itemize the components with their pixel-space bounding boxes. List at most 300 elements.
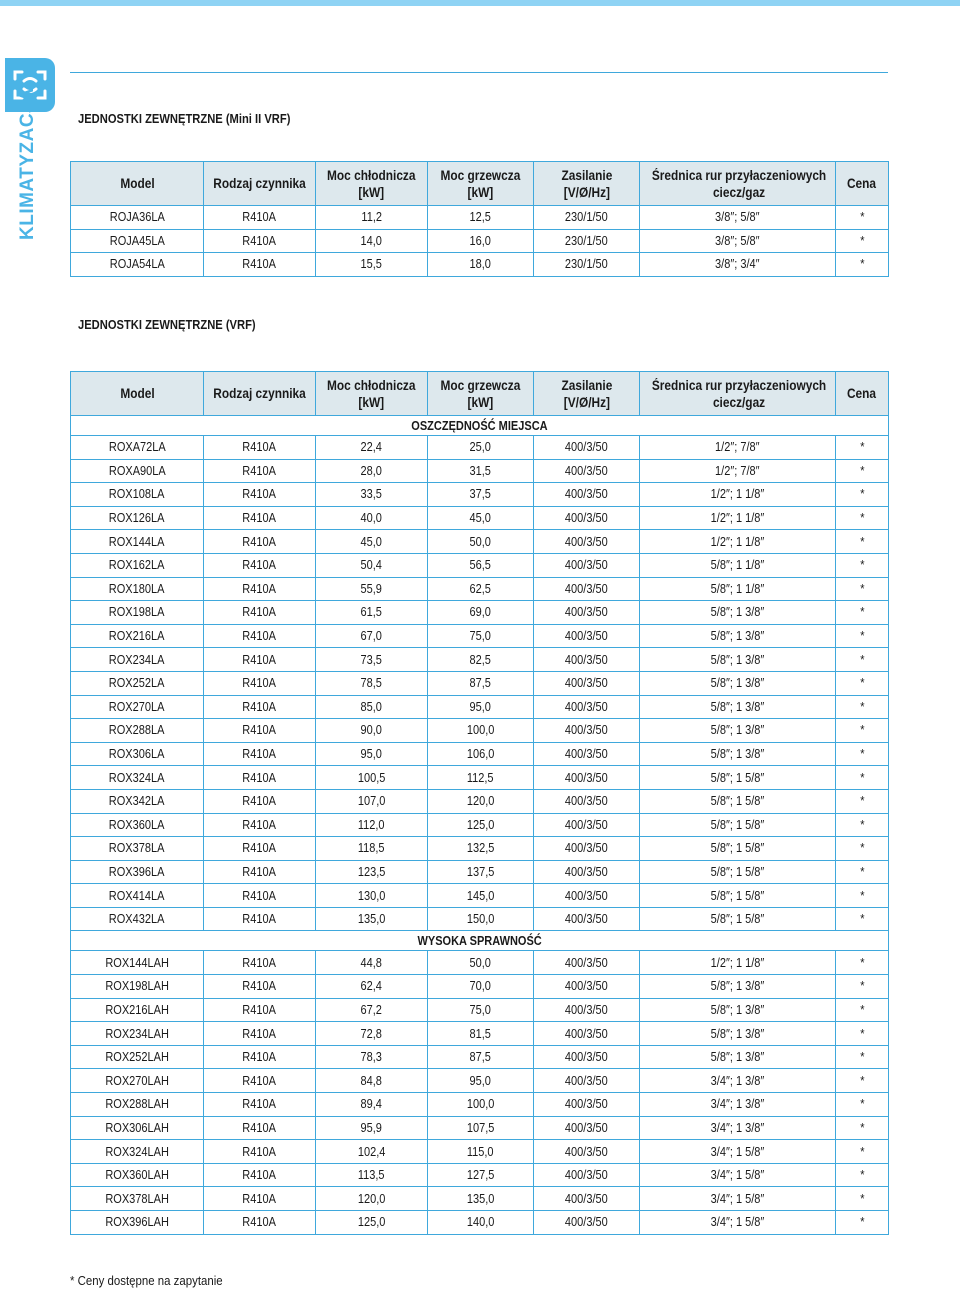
cell-pipe-diameter: 3/8″; 5/8″ (640, 229, 836, 253)
cell-model: ROJA54LA (71, 253, 204, 277)
cell-refrigerant: R410A (204, 998, 316, 1022)
cell-model: ROX270LAH (71, 1069, 204, 1093)
cell-refrigerant: R410A (204, 1163, 316, 1187)
cell-price: * (836, 1187, 889, 1211)
cell-heating: 127,5 (428, 1163, 534, 1187)
cell-model: ROX432LA (71, 907, 204, 931)
cell-pipe-diameter: 3/8″; 5/8″ (640, 206, 836, 230)
cell-heating: 150,0 (428, 907, 534, 931)
cell-cooling: 135,0 (316, 907, 428, 931)
col-header-price: Cena (836, 162, 889, 206)
cell-pipe-diameter: 5/8″; 1 3/8″ (640, 719, 836, 743)
cell-heating: 140,0 (428, 1211, 534, 1235)
top-accent-bar (0, 0, 960, 6)
table-row (71, 459, 889, 483)
price-footnote: * Ceny dostępne na zapytanie (70, 1273, 223, 1288)
cell-refrigerant: R410A (204, 1022, 316, 1046)
cell-power: 400/3/50 (534, 553, 640, 577)
cell-refrigerant: R410A (204, 837, 316, 861)
cell-power: 400/3/50 (534, 907, 640, 931)
table-row (71, 1187, 889, 1211)
cell-cooling: 90,0 (316, 719, 428, 743)
table-row (71, 813, 889, 837)
cell-heating: 125,0 (428, 813, 534, 837)
cell-cooling: 45,0 (316, 530, 428, 554)
cell-power: 230/1/50 (534, 229, 640, 253)
cell-model: ROX126LA (71, 506, 204, 530)
cell-pipe-diameter: 5/8″; 1 3/8″ (640, 1022, 836, 1046)
cell-price: * (836, 253, 889, 277)
cell-power: 400/3/50 (534, 975, 640, 999)
cell-refrigerant: R410A (204, 253, 316, 277)
table-row (71, 1022, 889, 1046)
cell-cooling: 62,4 (316, 975, 428, 999)
cell-heating: 106,0 (428, 742, 534, 766)
cell-model: ROX144LAH (71, 951, 204, 975)
cell-model: ROX234LAH (71, 1022, 204, 1046)
cell-cooling: 22,4 (316, 436, 428, 460)
col-header-heating: Moc grzewcza [kW] (428, 162, 534, 206)
cell-price: * (836, 695, 889, 719)
cell-heating: 81,5 (428, 1022, 534, 1046)
cell-pipe-diameter: 1/2″; 7/8″ (640, 459, 836, 483)
cell-heating: 95,0 (428, 1069, 534, 1093)
header-divider (70, 72, 888, 73)
cell-pipe-diameter: 3/4″; 1 5/8″ (640, 1187, 836, 1211)
cell-heating: 87,5 (428, 1045, 534, 1069)
cell-refrigerant: R410A (204, 553, 316, 577)
cell-heating: 12,5 (428, 206, 534, 230)
table-row (71, 577, 889, 601)
cell-price: * (836, 975, 889, 999)
col-header-model: Model (71, 162, 204, 206)
cell-power: 400/3/50 (534, 1187, 640, 1211)
cell-heating: 37,5 (428, 483, 534, 507)
table-row (71, 884, 889, 908)
cell-price: * (836, 1045, 889, 1069)
cell-cooling: 33,5 (316, 483, 428, 507)
cell-cooling: 123,5 (316, 860, 428, 884)
cell-model: ROJA45LA (71, 229, 204, 253)
table-row (71, 229, 889, 253)
cell-model: ROX360LA (71, 813, 204, 837)
table-row (71, 695, 889, 719)
cell-model: ROX198LAH (71, 975, 204, 999)
cell-price: * (836, 837, 889, 861)
cell-heating: 145,0 (428, 884, 534, 908)
cell-pipe-diameter: 5/8″; 1 5/8″ (640, 860, 836, 884)
cell-model: ROX270LA (71, 695, 204, 719)
cell-refrigerant: R410A (204, 459, 316, 483)
cell-refrigerant: R410A (204, 229, 316, 253)
col-header-power: Zasilanie [V/Ø/Hz] (534, 372, 640, 416)
cell-refrigerant: R410A (204, 530, 316, 554)
cell-refrigerant: R410A (204, 951, 316, 975)
cell-price: * (836, 553, 889, 577)
cell-price: * (836, 951, 889, 975)
cell-refrigerant: R410A (204, 577, 316, 601)
cell-model: ROX162LA (71, 553, 204, 577)
table-row (71, 506, 889, 530)
cell-refrigerant: R410A (204, 1045, 316, 1069)
cell-cooling: 14,0 (316, 229, 428, 253)
cell-model: ROX396LAH (71, 1211, 204, 1235)
cell-power: 400/3/50 (534, 1093, 640, 1117)
cell-cooling: 61,5 (316, 601, 428, 625)
cell-refrigerant: R410A (204, 907, 316, 931)
col-header-heating: Moc grzewcza [kW] (428, 372, 534, 416)
cell-cooling: 95,0 (316, 742, 428, 766)
cell-model: ROXA90LA (71, 459, 204, 483)
cell-price: * (836, 766, 889, 790)
cell-heating: 69,0 (428, 601, 534, 625)
cell-heating: 18,0 (428, 253, 534, 277)
cell-price: * (836, 483, 889, 507)
table-row (71, 975, 889, 999)
cell-refrigerant: R410A (204, 1093, 316, 1117)
cell-model: ROX306LAH (71, 1116, 204, 1140)
cell-cooling: 28,0 (316, 459, 428, 483)
cell-cooling: 107,0 (316, 789, 428, 813)
cell-cooling: 125,0 (316, 1211, 428, 1235)
cell-model: ROX360LAH (71, 1163, 204, 1187)
cell-pipe-diameter: 3/4″; 1 3/8″ (640, 1093, 836, 1117)
cell-heating: 75,0 (428, 624, 534, 648)
cell-cooling: 15,5 (316, 253, 428, 277)
cell-heating: 45,0 (428, 506, 534, 530)
cell-power: 400/3/50 (534, 530, 640, 554)
table-row (71, 742, 889, 766)
cell-refrigerant: R410A (204, 1116, 316, 1140)
cell-pipe-diameter: 5/8″; 1 1/8″ (640, 553, 836, 577)
cell-cooling: 72,8 (316, 1022, 428, 1046)
cell-cooling: 55,9 (316, 577, 428, 601)
cell-power: 400/3/50 (534, 459, 640, 483)
cell-power: 400/3/50 (534, 436, 640, 460)
cell-heating: 120,0 (428, 789, 534, 813)
cell-heating: 75,0 (428, 998, 534, 1022)
col-header-refrigerant: Rodzaj czynnika (204, 372, 316, 416)
cell-model: ROX378LAH (71, 1187, 204, 1211)
cell-power: 400/3/50 (534, 624, 640, 648)
cell-cooling: 130,0 (316, 884, 428, 908)
cell-power: 400/3/50 (534, 766, 640, 790)
cell-heating: 62,5 (428, 577, 534, 601)
table1-title: JEDNOSTKI ZEWNĘTRZNE (Mini II VRF) (78, 111, 291, 126)
cell-model: ROJA36LA (71, 206, 204, 230)
cell-cooling: 67,2 (316, 998, 428, 1022)
cell-pipe-diameter: 5/8″; 1 3/8″ (640, 1045, 836, 1069)
cell-pipe-diameter: 5/8″; 1 3/8″ (640, 695, 836, 719)
cell-heating: 100,0 (428, 1093, 534, 1117)
cell-model: ROX288LAH (71, 1093, 204, 1117)
cell-refrigerant: R410A (204, 789, 316, 813)
cell-heating: 16,0 (428, 229, 534, 253)
cell-model: ROX306LA (71, 742, 204, 766)
col-header-price: Cena (836, 372, 889, 416)
cell-pipe-diameter: 5/8″; 1 1/8″ (640, 577, 836, 601)
cell-model: ROX216LA (71, 624, 204, 648)
cell-pipe-diameter: 5/8″; 1 5/8″ (640, 789, 836, 813)
cell-cooling: 50,4 (316, 553, 428, 577)
table-row (71, 206, 889, 230)
cell-price: * (836, 506, 889, 530)
cell-power: 400/3/50 (534, 483, 640, 507)
cell-pipe-diameter: 1/2″; 1 1/8″ (640, 506, 836, 530)
cell-price: * (836, 1116, 889, 1140)
table-row (71, 766, 889, 790)
cell-refrigerant: R410A (204, 1187, 316, 1211)
cell-refrigerant: R410A (204, 766, 316, 790)
cell-price: * (836, 601, 889, 625)
col-header-model: Model (71, 372, 204, 416)
table-row (71, 837, 889, 861)
cell-model: ROX414LA (71, 884, 204, 908)
table-row (71, 483, 889, 507)
cell-power: 400/3/50 (534, 1140, 640, 1164)
cell-pipe-diameter: 5/8″; 1 5/8″ (640, 813, 836, 837)
table-row (71, 951, 889, 975)
cell-price: * (836, 789, 889, 813)
table-row (71, 789, 889, 813)
cell-cooling: 11,2 (316, 206, 428, 230)
cell-price: * (836, 436, 889, 460)
cell-power: 400/3/50 (534, 884, 640, 908)
cell-pipe-diameter: 3/8″; 3/4″ (640, 253, 836, 277)
cell-pipe-diameter: 5/8″; 1 5/8″ (640, 907, 836, 931)
cell-pipe-diameter: 5/8″; 1 3/8″ (640, 742, 836, 766)
cell-price: * (836, 577, 889, 601)
cell-heating: 100,0 (428, 719, 534, 743)
cell-pipe-diameter: 1/2″; 1 1/8″ (640, 530, 836, 554)
cell-refrigerant: R410A (204, 975, 316, 999)
cell-power: 400/3/50 (534, 789, 640, 813)
cell-price: * (836, 813, 889, 837)
cell-power: 400/3/50 (534, 648, 640, 672)
cell-cooling: 100,5 (316, 766, 428, 790)
col-header-pipe-diameter: Średnica rur przyłaczeniowych ciecz/gaz (640, 162, 836, 206)
cell-heating: 95,0 (428, 695, 534, 719)
cell-refrigerant: R410A (204, 742, 316, 766)
cell-heating: 107,5 (428, 1116, 534, 1140)
cell-model: ROX342LA (71, 789, 204, 813)
cell-cooling: 78,5 (316, 671, 428, 695)
cell-refrigerant: R410A (204, 483, 316, 507)
cell-model: ROX252LA (71, 671, 204, 695)
cell-pipe-diameter: 5/8″; 1 3/8″ (640, 671, 836, 695)
vrf-table (70, 371, 889, 1235)
col-header-power: Zasilanie [V/Ø/Hz] (534, 162, 640, 206)
cell-cooling: 102,4 (316, 1140, 428, 1164)
cell-pipe-diameter: 5/8″; 1 3/8″ (640, 998, 836, 1022)
cell-power: 400/3/50 (534, 1022, 640, 1046)
cell-power: 400/3/50 (534, 1116, 640, 1140)
cell-cooling: 44,8 (316, 951, 428, 975)
section-row (71, 931, 889, 951)
cell-refrigerant: R410A (204, 1140, 316, 1164)
table-row (71, 671, 889, 695)
cell-cooling: 120,0 (316, 1187, 428, 1211)
cell-refrigerant: R410A (204, 671, 316, 695)
table-row (71, 1116, 889, 1140)
cell-price: * (836, 907, 889, 931)
table-row (71, 1163, 889, 1187)
cell-heating: 50,0 (428, 951, 534, 975)
cell-price: * (836, 206, 889, 230)
cell-power: 400/3/50 (534, 601, 640, 625)
cell-price: * (836, 719, 889, 743)
cell-cooling: 67,0 (316, 624, 428, 648)
cell-refrigerant: R410A (204, 813, 316, 837)
table-row (71, 998, 889, 1022)
cell-cooling: 85,0 (316, 695, 428, 719)
cell-price: * (836, 229, 889, 253)
cell-heating: 135,0 (428, 1187, 534, 1211)
cell-pipe-diameter: 5/8″; 1 3/8″ (640, 975, 836, 999)
cell-model: ROX252LAH (71, 1045, 204, 1069)
table-row (71, 860, 889, 884)
cell-pipe-diameter: 3/4″; 1 3/8″ (640, 1069, 836, 1093)
cell-power: 400/3/50 (534, 998, 640, 1022)
cell-pipe-diameter: 5/8″; 1 3/8″ (640, 624, 836, 648)
table-header-row (71, 162, 889, 206)
section-label: WYSOKA SPRAWNOŚĆ (71, 931, 889, 951)
cell-pipe-diameter: 5/8″; 1 5/8″ (640, 884, 836, 908)
table-row (71, 436, 889, 460)
cell-refrigerant: R410A (204, 206, 316, 230)
cell-power: 400/3/50 (534, 1045, 640, 1069)
cell-refrigerant: R410A (204, 1211, 316, 1235)
cell-pipe-diameter: 3/4″; 1 3/8″ (640, 1116, 836, 1140)
cell-price: * (836, 1140, 889, 1164)
cell-model: ROX324LAH (71, 1140, 204, 1164)
cell-power: 400/3/50 (534, 719, 640, 743)
cell-model: ROX198LA (71, 601, 204, 625)
cell-power: 230/1/50 (534, 206, 640, 230)
cell-pipe-diameter: 5/8″; 1 5/8″ (640, 766, 836, 790)
cell-pipe-diameter: 3/4″; 1 5/8″ (640, 1140, 836, 1164)
cell-pipe-diameter: 1/2″; 1 1/8″ (640, 951, 836, 975)
cell-price: * (836, 530, 889, 554)
section-label: OSZCZĘDNOŚĆ MIEJSCA (71, 416, 889, 436)
table-row (71, 648, 889, 672)
col-header-refrigerant: Rodzaj czynnika (204, 162, 316, 206)
table-row (71, 907, 889, 931)
cell-pipe-diameter: 3/4″; 1 5/8″ (640, 1163, 836, 1187)
cell-price: * (836, 742, 889, 766)
cell-heating: 87,5 (428, 671, 534, 695)
table-row (71, 1140, 889, 1164)
cell-refrigerant: R410A (204, 695, 316, 719)
col-header-cooling: Moc chłodnicza [kW] (316, 372, 428, 416)
table-row (71, 1069, 889, 1093)
cell-power: 400/3/50 (534, 1211, 640, 1235)
cell-price: * (836, 624, 889, 648)
cell-refrigerant: R410A (204, 1069, 316, 1093)
cell-heating: 112,5 (428, 766, 534, 790)
cell-power: 400/3/50 (534, 1163, 640, 1187)
cell-heating: 31,5 (428, 459, 534, 483)
table-row (71, 1045, 889, 1069)
cell-cooling: 95,9 (316, 1116, 428, 1140)
cell-cooling: 73,5 (316, 648, 428, 672)
table-row (71, 624, 889, 648)
cell-power: 400/3/50 (534, 577, 640, 601)
cell-price: * (836, 459, 889, 483)
table-row (71, 719, 889, 743)
cell-power: 400/3/50 (534, 1069, 640, 1093)
cell-price: * (836, 671, 889, 695)
col-header-pipe-diameter: Średnica rur przyłaczeniowych ciecz/gaz (640, 372, 836, 416)
cell-heating: 137,5 (428, 860, 534, 884)
cell-heating: 25,0 (428, 436, 534, 460)
cell-refrigerant: R410A (204, 601, 316, 625)
table-row (71, 1093, 889, 1117)
cell-cooling: 89,4 (316, 1093, 428, 1117)
cell-refrigerant: R410A (204, 506, 316, 530)
cell-price: * (836, 860, 889, 884)
cell-pipe-diameter: 1/2″; 7/8″ (640, 436, 836, 460)
cell-heating: 115,0 (428, 1140, 534, 1164)
cell-cooling: 113,5 (316, 1163, 428, 1187)
cell-model: ROX288LA (71, 719, 204, 743)
cell-cooling: 112,0 (316, 813, 428, 837)
cell-model: ROX396LA (71, 860, 204, 884)
cell-model: ROX324LA (71, 766, 204, 790)
table-row (71, 253, 889, 277)
cell-pipe-diameter: 5/8″; 1 3/8″ (640, 648, 836, 672)
cell-cooling: 84,8 (316, 1069, 428, 1093)
cell-power: 400/3/50 (534, 742, 640, 766)
cell-heating: 82,5 (428, 648, 534, 672)
cell-refrigerant: R410A (204, 860, 316, 884)
cell-pipe-diameter: 3/4″; 1 5/8″ (640, 1211, 836, 1235)
col-header-cooling: Moc chłodnicza [kW] (316, 162, 428, 206)
cell-power: 400/3/50 (534, 860, 640, 884)
cell-model: ROX144LA (71, 530, 204, 554)
cell-power: 400/3/50 (534, 695, 640, 719)
cell-power: 400/3/50 (534, 813, 640, 837)
mini-vrf-table (70, 161, 889, 277)
cell-power: 400/3/50 (534, 506, 640, 530)
cell-price: * (836, 648, 889, 672)
table-row (71, 530, 889, 554)
cell-power: 230/1/50 (534, 253, 640, 277)
cell-heating: 50,0 (428, 530, 534, 554)
cell-model: ROX378LA (71, 837, 204, 861)
cell-refrigerant: R410A (204, 624, 316, 648)
cell-cooling: 78,3 (316, 1045, 428, 1069)
cell-power: 400/3/50 (534, 951, 640, 975)
cell-refrigerant: R410A (204, 719, 316, 743)
cell-price: * (836, 1163, 889, 1187)
cell-model: ROX234LA (71, 648, 204, 672)
cell-pipe-diameter: 5/8″; 1 3/8″ (640, 601, 836, 625)
cell-model: ROXA72LA (71, 436, 204, 460)
table-row (71, 1211, 889, 1235)
cell-price: * (836, 1211, 889, 1235)
cell-heating: 56,5 (428, 553, 534, 577)
table2-title: JEDNOSTKI ZEWNĘTRZNE (VRF) (78, 317, 256, 332)
cell-pipe-diameter: 1/2″; 1 1/8″ (640, 483, 836, 507)
cell-price: * (836, 1022, 889, 1046)
cell-model: ROX216LAH (71, 998, 204, 1022)
cell-model: ROX108LA (71, 483, 204, 507)
cell-refrigerant: R410A (204, 648, 316, 672)
cell-cooling: 118,5 (316, 837, 428, 861)
table-row (71, 601, 889, 625)
cell-refrigerant: R410A (204, 436, 316, 460)
